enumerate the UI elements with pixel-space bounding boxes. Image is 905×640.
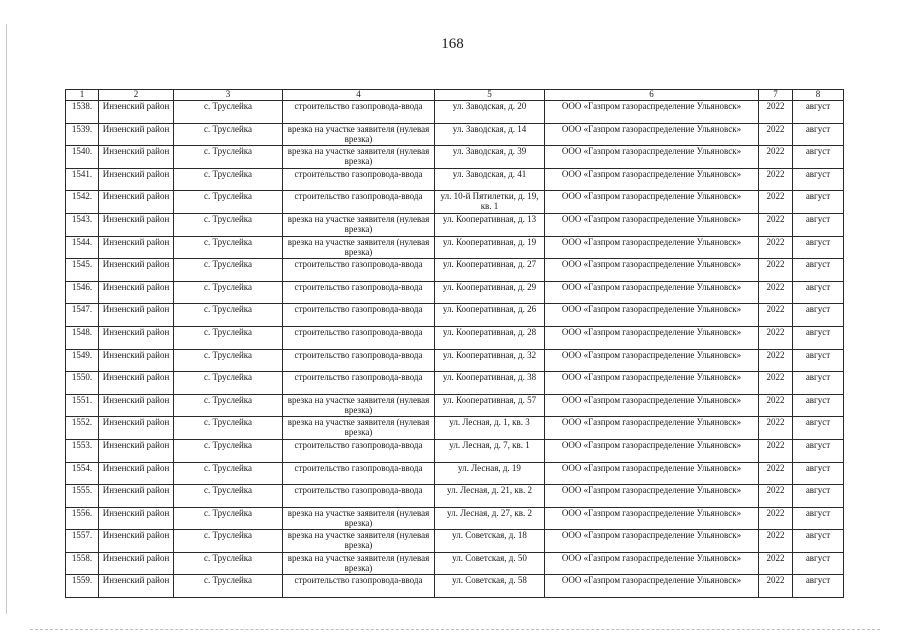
column-number-header: 1	[66, 90, 99, 101]
table-row	[66, 575, 844, 598]
table-row	[66, 326, 844, 349]
column-number-header: 3	[174, 90, 283, 101]
address-cell: ул. Советская, д. 58	[435, 575, 545, 598]
district-cell: Инзенский район	[99, 507, 174, 530]
district-cell: Инзенский район	[99, 417, 174, 440]
table-row	[66, 259, 844, 282]
settlement-cell: с. Труслейка	[174, 146, 283, 169]
district-cell: Инзенский район	[99, 146, 174, 169]
settlement-cell: с. Труслейка	[174, 394, 283, 417]
organization-cell: ООО «Газпром газораспределение Ульяновск»	[545, 191, 759, 214]
settlement-cell: с. Труслейка	[174, 236, 283, 259]
address-cell: ул. Кооперативная, д. 19	[435, 236, 545, 259]
month-cell: август	[793, 485, 844, 508]
year-cell: 2022	[759, 191, 793, 214]
table-row	[66, 281, 844, 304]
settlement-cell: с. Труслейка	[174, 326, 283, 349]
work-type-cell: строительство газопровода-ввода	[283, 101, 435, 124]
page-number: 168	[441, 36, 464, 52]
address-cell: ул. Кооперативная, д. 26	[435, 304, 545, 327]
column-number-header: 6	[545, 90, 759, 101]
organization-cell: ООО «Газпром газораспределение Ульяновск»	[545, 485, 759, 508]
work-type-cell: врезка на участке заявителя (нулевая врезка)	[283, 123, 435, 146]
year-cell: 2022	[759, 394, 793, 417]
table-row	[66, 349, 844, 372]
month-cell: август	[793, 191, 844, 214]
table-row	[66, 417, 844, 440]
settlement-cell: с. Труслейка	[174, 507, 283, 530]
settlement-cell: с. Труслейка	[174, 191, 283, 214]
work-type-cell: врезка на участке заявителя (нулевая врезка)	[283, 236, 435, 259]
district-cell: Инзенский район	[99, 530, 174, 553]
settlement-cell: с. Труслейка	[174, 417, 283, 440]
settlement-cell: с. Труслейка	[174, 213, 283, 236]
year-cell: 2022	[759, 530, 793, 553]
settlement-cell: с. Труслейка	[174, 372, 283, 395]
row-number-cell: 1556.	[66, 507, 99, 530]
year-cell: 2022	[759, 417, 793, 440]
address-cell: ул. Лесная, д. 19	[435, 462, 545, 485]
district-cell: Инзенский район	[99, 123, 174, 146]
address-cell: ул. Лесная, д. 7, кв. 1	[435, 439, 545, 462]
organization-cell: ООО «Газпром газораспределение Ульяновск»	[545, 394, 759, 417]
organization-cell: ООО «Газпром газораспределение Ульяновск»	[545, 372, 759, 395]
month-cell: август	[793, 439, 844, 462]
row-number-cell: 1546.	[66, 281, 99, 304]
year-cell: 2022	[759, 146, 793, 169]
table-row	[66, 191, 844, 214]
table-row	[66, 394, 844, 417]
month-cell: август	[793, 507, 844, 530]
year-cell: 2022	[759, 101, 793, 124]
column-number-header: 7	[759, 90, 793, 101]
work-type-cell: строительство газопровода-ввода	[283, 259, 435, 282]
table-row	[66, 213, 844, 236]
table-row	[66, 101, 844, 124]
month-cell: август	[793, 462, 844, 485]
settlement-cell: с. Труслейка	[174, 123, 283, 146]
month-cell: август	[793, 213, 844, 236]
year-cell: 2022	[759, 485, 793, 508]
month-cell: август	[793, 372, 844, 395]
address-cell: ул. Советская, д. 50	[435, 552, 545, 575]
work-type-cell: строительство газопровода-ввода	[283, 281, 435, 304]
address-cell: ул. Кооперативная, д. 57	[435, 394, 545, 417]
row-number-cell: 1542.	[66, 191, 99, 214]
work-type-cell: строительство газопровода-ввода	[283, 462, 435, 485]
organization-cell: ООО «Газпром газораспределение Ульяновск»	[545, 281, 759, 304]
address-cell: ул. Заводская, д. 20	[435, 101, 545, 124]
year-cell: 2022	[759, 259, 793, 282]
address-cell: ул. Заводская, д. 39	[435, 146, 545, 169]
table-row	[66, 530, 844, 553]
row-number-cell: 1548.	[66, 326, 99, 349]
work-type-cell: строительство газопровода-ввода	[283, 191, 435, 214]
row-number-cell: 1543.	[66, 213, 99, 236]
row-number-cell: 1551.	[66, 394, 99, 417]
month-cell: август	[793, 236, 844, 259]
table-row	[66, 146, 844, 169]
district-cell: Инзенский район	[99, 439, 174, 462]
district-cell: Инзенский район	[99, 552, 174, 575]
row-number-cell: 1553.	[66, 439, 99, 462]
settlement-cell: с. Труслейка	[174, 575, 283, 598]
work-type-cell: врезка на участке заявителя (нулевая врезка)	[283, 213, 435, 236]
row-number-cell: 1559.	[66, 575, 99, 598]
row-number-cell: 1547.	[66, 304, 99, 327]
table-row	[66, 304, 844, 327]
address-cell: ул. Советская, д. 18	[435, 530, 545, 553]
settlement-cell: с. Труслейка	[174, 304, 283, 327]
organization-cell: ООО «Газпром газораспределение Ульяновск»	[545, 552, 759, 575]
organization-cell: ООО «Газпром газораспределение Ульяновск»	[545, 326, 759, 349]
work-type-cell: строительство газопровода-ввода	[283, 326, 435, 349]
row-number-cell: 1541.	[66, 168, 99, 191]
work-type-cell: строительство газопровода-ввода	[283, 349, 435, 372]
work-type-cell: врезка на участке заявителя (нулевая врезка)	[283, 552, 435, 575]
settlement-cell: с. Труслейка	[174, 259, 283, 282]
year-cell: 2022	[759, 349, 793, 372]
work-type-cell: строительство газопровода-ввода	[283, 439, 435, 462]
district-cell: Инзенский район	[99, 575, 174, 598]
year-cell: 2022	[759, 236, 793, 259]
address-cell: ул. Лесная, д. 1, кв. 3	[435, 417, 545, 440]
year-cell: 2022	[759, 575, 793, 598]
address-cell: ул. Заводская, д. 41	[435, 168, 545, 191]
district-cell: Инзенский район	[99, 326, 174, 349]
district-cell: Инзенский район	[99, 462, 174, 485]
column-number-header-row	[66, 90, 844, 101]
district-cell: Инзенский район	[99, 349, 174, 372]
settlement-cell: с. Труслейка	[174, 462, 283, 485]
year-cell: 2022	[759, 462, 793, 485]
organization-cell: ООО «Газпром газораспределение Ульяновск»	[545, 101, 759, 124]
organization-cell: ООО «Газпром газораспределение Ульяновск»	[545, 462, 759, 485]
address-cell: ул. Лесная, д. 27, кв. 2	[435, 507, 545, 530]
settlement-cell: с. Труслейка	[174, 552, 283, 575]
organization-cell: ООО «Газпром газораспределение Ульяновск»	[545, 236, 759, 259]
settlement-cell: с. Труслейка	[174, 168, 283, 191]
month-cell: август	[793, 417, 844, 440]
table-row	[66, 552, 844, 575]
address-cell: ул. Кооперативная, д. 13	[435, 213, 545, 236]
column-number-header: 4	[283, 90, 435, 101]
work-type-cell: строительство газопровода-ввода	[283, 575, 435, 598]
month-cell: август	[793, 123, 844, 146]
row-number-cell: 1549.	[66, 349, 99, 372]
address-cell: ул. Кооперативная, д. 29	[435, 281, 545, 304]
year-cell: 2022	[759, 552, 793, 575]
organization-cell: ООО «Газпром газораспределение Ульяновск»	[545, 168, 759, 191]
district-cell: Инзенский район	[99, 394, 174, 417]
district-cell: Инзенский район	[99, 101, 174, 124]
district-cell: Инзенский район	[99, 485, 174, 508]
district-cell: Инзенский район	[99, 236, 174, 259]
table-row	[66, 123, 844, 146]
district-cell: Инзенский район	[99, 259, 174, 282]
month-cell: август	[793, 349, 844, 372]
month-cell: август	[793, 552, 844, 575]
district-cell: Инзенский район	[99, 191, 174, 214]
row-number-cell: 1554.	[66, 462, 99, 485]
table-row	[66, 507, 844, 530]
settlement-cell: с. Труслейка	[174, 349, 283, 372]
month-cell: август	[793, 530, 844, 553]
settlement-cell: с. Труслейка	[174, 101, 283, 124]
year-cell: 2022	[759, 281, 793, 304]
work-type-cell: врезка на участке заявителя (нулевая врезка)	[283, 530, 435, 553]
column-number-header: 2	[99, 90, 174, 101]
registry-table-body	[66, 101, 844, 598]
year-cell: 2022	[759, 168, 793, 191]
organization-cell: ООО «Газпром газораспределение Ульяновск»	[545, 123, 759, 146]
address-cell: ул. Кооперативная, д. 38	[435, 372, 545, 395]
table-row	[66, 168, 844, 191]
row-number-cell: 1550.	[66, 372, 99, 395]
organization-cell: ООО «Газпром газораспределение Ульяновск»	[545, 213, 759, 236]
work-type-cell: врезка на участке заявителя (нулевая врезка)	[283, 146, 435, 169]
row-number-cell: 1555.	[66, 485, 99, 508]
table-row	[66, 236, 844, 259]
year-cell: 2022	[759, 507, 793, 530]
settlement-cell: с. Труслейка	[174, 439, 283, 462]
settlement-cell: с. Труслейка	[174, 281, 283, 304]
settlement-cell: с. Труслейка	[174, 485, 283, 508]
address-cell: ул. Заводская, д. 14	[435, 123, 545, 146]
table-row	[66, 462, 844, 485]
work-type-cell: строительство газопровода-ввода	[283, 372, 435, 395]
organization-cell: ООО «Газпром газораспределение Ульяновск»	[545, 439, 759, 462]
organization-cell: ООО «Газпром газораспределение Ульяновск»	[545, 417, 759, 440]
settlement-cell: с. Труслейка	[174, 530, 283, 553]
table-row	[66, 372, 844, 395]
year-cell: 2022	[759, 439, 793, 462]
district-cell: Инзенский район	[99, 304, 174, 327]
work-type-cell: врезка на участке заявителя (нулевая врезка)	[283, 417, 435, 440]
row-number-cell: 1538.	[66, 101, 99, 124]
month-cell: август	[793, 304, 844, 327]
work-type-cell: строительство газопровода-ввода	[283, 304, 435, 327]
address-cell: ул. Кооперативная, д. 27	[435, 259, 545, 282]
district-cell: Инзенский район	[99, 281, 174, 304]
table-row	[66, 485, 844, 508]
organization-cell: ООО «Газпром газораспределение Ульяновск»	[545, 304, 759, 327]
work-type-cell: врезка на участке заявителя (нулевая врезка)	[283, 507, 435, 530]
row-number-cell: 1545.	[66, 259, 99, 282]
row-number-cell: 1557.	[66, 530, 99, 553]
year-cell: 2022	[759, 326, 793, 349]
column-number-header: 8	[793, 90, 844, 101]
row-number-cell: 1539.	[66, 123, 99, 146]
address-cell: ул. Кооперативная, д. 28	[435, 326, 545, 349]
organization-cell: ООО «Газпром газораспределение Ульяновск»	[545, 146, 759, 169]
year-cell: 2022	[759, 304, 793, 327]
month-cell: август	[793, 575, 844, 598]
address-cell: ул. 10-й Пятилетки, д. 19, кв. 1	[435, 191, 545, 214]
organization-cell: ООО «Газпром газораспределение Ульяновск»	[545, 349, 759, 372]
page-left-border	[6, 24, 7, 614]
address-cell: ул. Лесная, д. 21, кв. 2	[435, 485, 545, 508]
address-cell: ул. Кооперативная, д. 32	[435, 349, 545, 372]
district-cell: Инзенский район	[99, 168, 174, 191]
year-cell: 2022	[759, 213, 793, 236]
year-cell: 2022	[759, 372, 793, 395]
row-number-cell: 1552.	[66, 417, 99, 440]
row-number-cell: 1540.	[66, 146, 99, 169]
page-bottom-edge	[30, 629, 880, 630]
work-type-cell: врезка на участке заявителя (нулевая врезка)	[283, 394, 435, 417]
organization-cell: ООО «Газпром газораспределение Ульяновск»	[545, 575, 759, 598]
month-cell: август	[793, 326, 844, 349]
month-cell: август	[793, 168, 844, 191]
work-type-cell: строительство газопровода-ввода	[283, 485, 435, 508]
district-cell: Инзенский район	[99, 372, 174, 395]
registry-table	[65, 89, 844, 598]
district-cell: Инзенский район	[99, 213, 174, 236]
column-number-header: 5	[435, 90, 545, 101]
month-cell: август	[793, 101, 844, 124]
table-row	[66, 439, 844, 462]
organization-cell: ООО «Газпром газораспределение Ульяновск»	[545, 507, 759, 530]
organization-cell: ООО «Газпром газораспределение Ульяновск»	[545, 530, 759, 553]
month-cell: август	[793, 394, 844, 417]
work-type-cell: строительство газопровода-ввода	[283, 168, 435, 191]
month-cell: август	[793, 146, 844, 169]
row-number-cell: 1558.	[66, 552, 99, 575]
month-cell: август	[793, 259, 844, 282]
organization-cell: ООО «Газпром газораспределение Ульяновск»	[545, 259, 759, 282]
year-cell: 2022	[759, 123, 793, 146]
row-number-cell: 1544.	[66, 236, 99, 259]
month-cell: август	[793, 281, 844, 304]
